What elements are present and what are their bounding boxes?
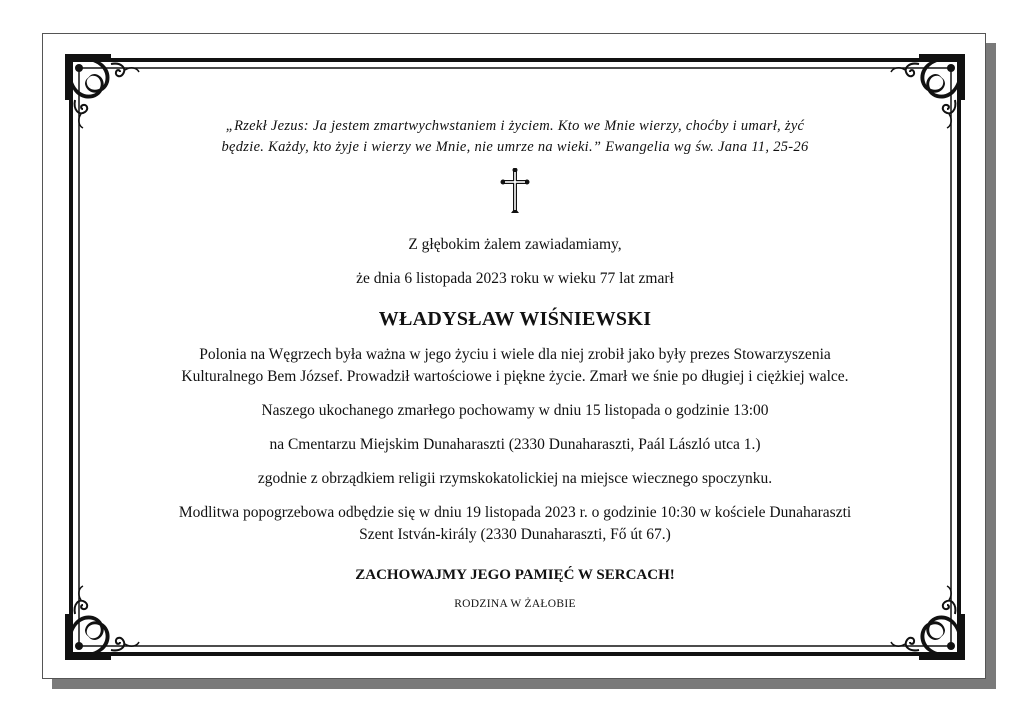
biography-line-2: Kulturalnego Bem József. Prowadził wartościowe i piękne życie. Zmarł we śnie po długiej i ciężkiej walce. xyxy=(181,368,849,385)
biography-line-1: Polonia na Węgrzech była ważna w jego życiu i wiele dla niej zrobił jako były prezes Stowarzyszenia xyxy=(199,346,831,363)
obituary-card xyxy=(42,33,986,679)
cross-icon xyxy=(500,168,530,214)
announcement-intro: Z głębokim żalem zawiadamiamy, xyxy=(408,236,622,253)
bible-quote-line-1: „Rzekł Jezus: Ja jestem zmartwychwstaniem i życiem. Kto we Mnie wierzy, choćby i umarł, żyć xyxy=(225,118,805,134)
cemetery-line: na Cmentarzu Miejskim Dunaharaszti (2330 Dunaharaszti, Paál László utca 1.) xyxy=(269,436,761,453)
corner-ornament-icon xyxy=(65,586,139,660)
memory-slogan: ZACHOWAJMY JEGO PAMIĘĆ W SERCACH! xyxy=(355,567,675,583)
family-signature: RODZINA W ŻAŁOBIE xyxy=(454,598,576,610)
deceased-name: WŁADYSŁAW WIŚNIEWSKI xyxy=(378,308,652,330)
funeral-time-line: Naszego ukochanego zmarłego pochowamy w dniu 15 listopada o godzinie 13:00 xyxy=(261,402,769,419)
mass-line-2: Szent István-király (2330 Dunaharaszti, Fő út 67.) xyxy=(359,526,671,543)
bible-quote-line-2: będzie. Każdy, kto żyje i wierzy we Mnie, nie umrze na wieki.” Ewangelia wg św. Jana 11, 25-26 xyxy=(221,139,809,155)
rite-line: zgodnie z obrządkiem religii rzymskokatolickiej na miejsce wiecznego spoczynku. xyxy=(257,470,773,487)
corner-ornament-icon xyxy=(891,54,965,128)
corner-ornament-icon xyxy=(891,586,965,660)
death-date-line: że dnia 6 listopada 2023 roku w wieku 77 lat zmarł xyxy=(356,270,674,287)
obituary-content xyxy=(133,116,897,612)
mass-line-1: Modlitwa popogrzebowa odbędzie się w dniu 19 listopada 2023 r. o godzinie 10:30 w kościele Dunaharaszti xyxy=(178,504,852,521)
corner-ornament-icon xyxy=(65,54,139,128)
